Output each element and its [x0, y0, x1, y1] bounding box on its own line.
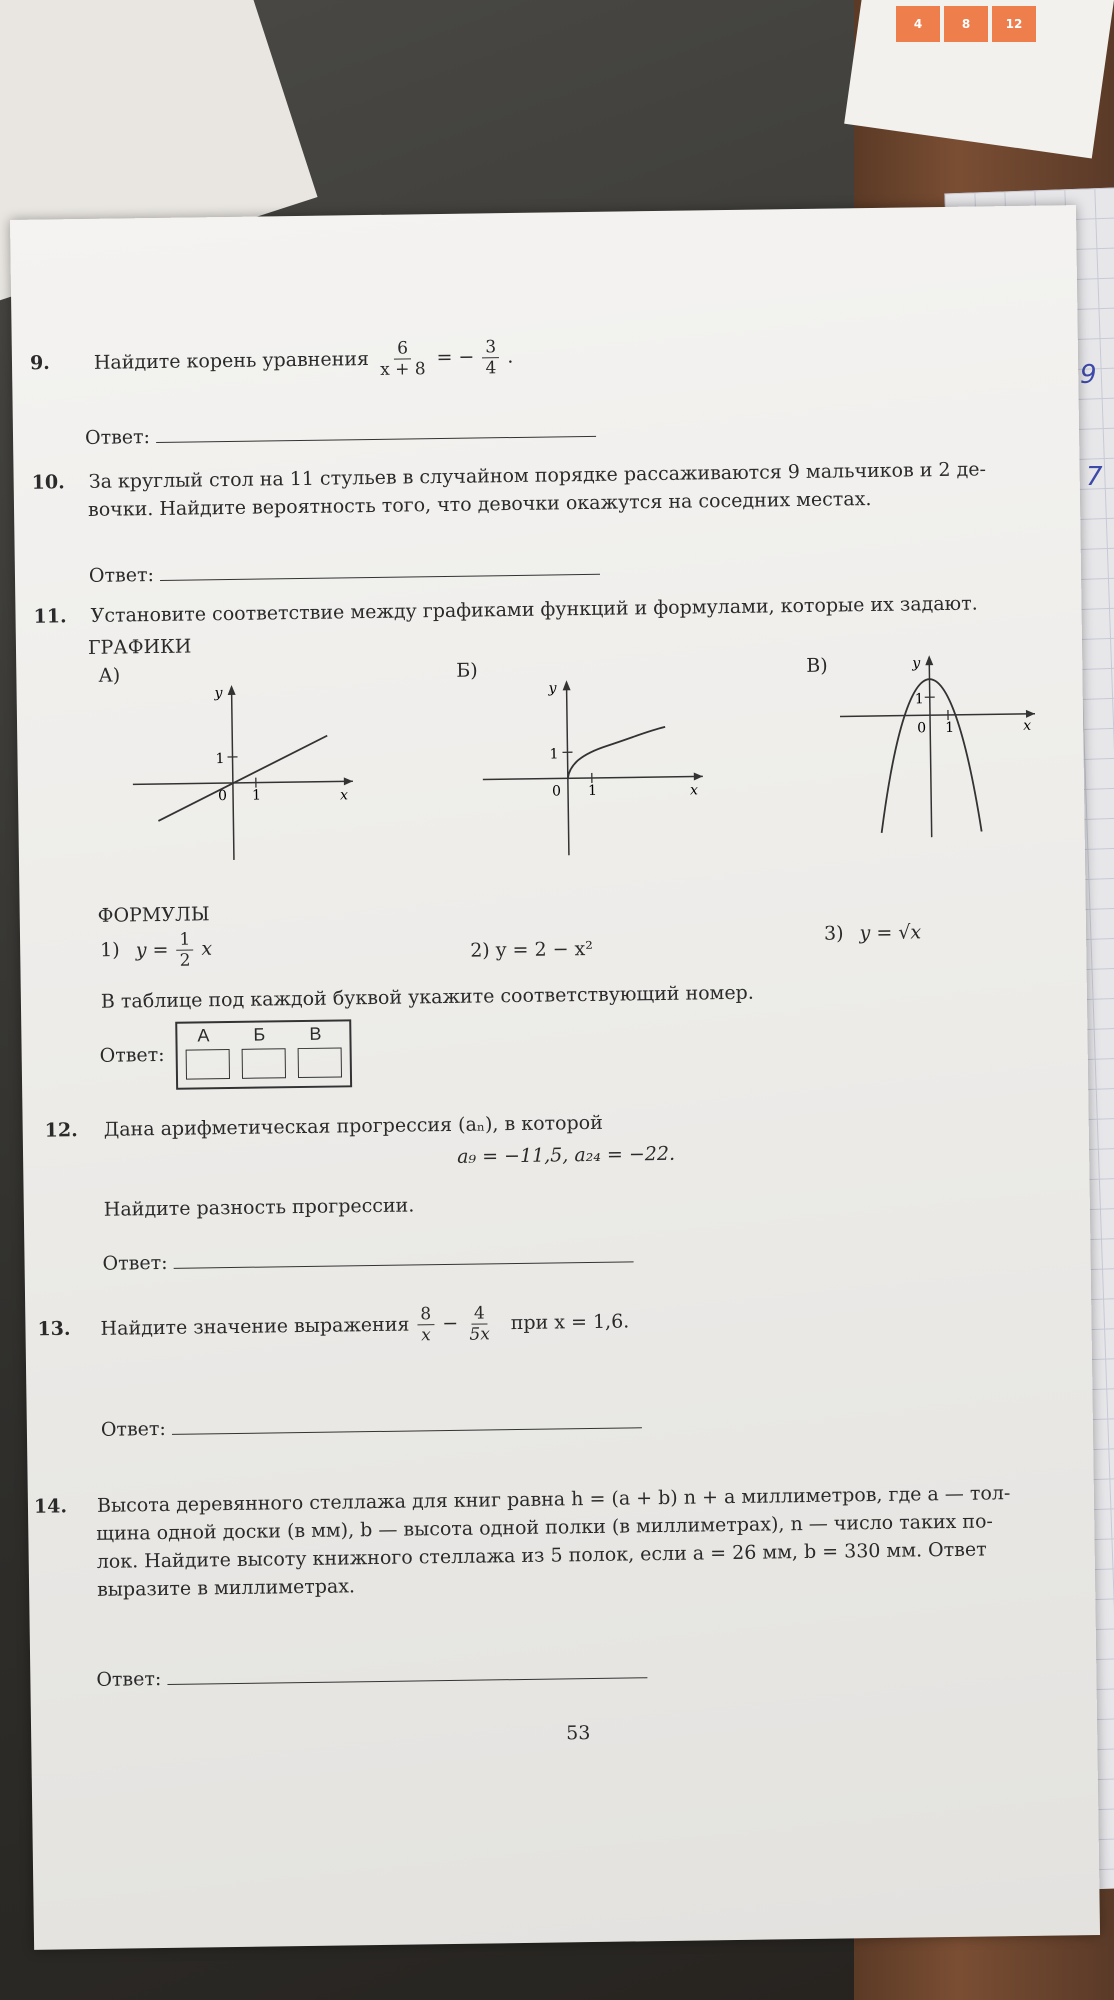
answer-label: Ответ:	[88, 564, 155, 587]
graphs-title: ГРАФИКИ	[87, 635, 192, 659]
answer-cell-v[interactable]	[298, 1047, 342, 1078]
fraction-denominator: x + 8	[380, 359, 426, 380]
answer-line[interactable]	[174, 1260, 634, 1268]
minus-sign: −	[442, 1312, 459, 1335]
question-number: 14.	[33, 1495, 68, 1518]
formula-2: 2) y = 2 − x²	[470, 937, 594, 962]
y-label: y	[214, 685, 223, 702]
question-tail: при x = 1,6.	[510, 1309, 630, 1334]
y-label: y	[548, 680, 557, 697]
formulas-title: ФОРМУЛЫ	[97, 903, 210, 927]
question-formula: a₉ = −11,5, a₂₄ = −22.	[456, 1142, 676, 1168]
fraction-numerator: 3	[482, 337, 499, 358]
fraction-numerator: 6	[394, 338, 411, 359]
exam-sheet	[10, 205, 1100, 1950]
tick-label-y: 1	[215, 751, 225, 768]
answer-table	[175, 1019, 352, 1089]
question-text-line2: вочки. Найдите вероятность того, что девочки окажутся на соседних местах.	[87, 488, 872, 521]
table-header-v: В	[309, 1023, 322, 1044]
x-label: x	[339, 787, 349, 804]
fraction-denominator: 4	[485, 358, 497, 379]
table-header-b: Б	[253, 1024, 266, 1045]
y-axis-arrow-icon	[228, 685, 236, 695]
answer-row-10	[89, 558, 600, 587]
table-instruction: В таблице под каждой буквой укажите соответствующий номер.	[100, 981, 754, 1013]
answer-line[interactable]	[167, 1676, 647, 1685]
question-9	[30, 337, 514, 385]
formula-radical: √x	[898, 921, 922, 944]
formula-1	[100, 929, 212, 972]
fraction-1	[417, 1304, 434, 1345]
formula-3	[824, 921, 921, 944]
question-number: 9.	[29, 351, 50, 375]
answer-row-12	[102, 1245, 633, 1274]
answer-label: Ответ:	[84, 426, 151, 449]
tick-label-y: 1	[914, 691, 924, 708]
answer-row-14	[96, 1661, 647, 1691]
question-text-line3: лок. Найдите высоту книжного стеллажа из 5 полок, если a = 26 мм, b = 330 мм. Ответ	[96, 1538, 987, 1573]
function-curve	[567, 727, 666, 778]
handwritten-mark-7: 7	[1086, 462, 1103, 492]
fraction-denominator: x	[421, 1325, 431, 1346]
question-text: Найдите значение выражения	[100, 1313, 410, 1340]
tick-label-x: 1	[945, 719, 955, 736]
question-11	[33, 593, 977, 628]
question-text-line3: Найдите разность прогрессии.	[103, 1194, 415, 1221]
formula-lhs: y =	[135, 938, 169, 961]
answer-line[interactable]	[172, 1426, 642, 1435]
graph-label-b: Б)	[456, 659, 478, 682]
graph-a	[126, 673, 359, 866]
x-axis	[133, 781, 353, 784]
period: .	[507, 345, 514, 368]
table-header-a: А	[197, 1025, 210, 1046]
x-axis	[840, 714, 1035, 717]
question-text-line2: щина одной доски (в мм), b — высота одной полки (в миллиметрах), n — число таких по-	[96, 1510, 994, 1545]
fraction-2	[466, 1303, 493, 1344]
fraction-denominator: 5x	[469, 1324, 490, 1345]
page-number: 53	[566, 1722, 591, 1745]
origin-label: 0	[217, 788, 228, 805]
fraction-numerator: 1	[176, 930, 193, 951]
answer-line[interactable]	[156, 435, 596, 443]
orange-sticker-2: 8	[944, 6, 988, 42]
x-label: x	[689, 782, 699, 799]
fraction-rhs	[482, 337, 499, 378]
y-axis	[567, 682, 569, 855]
x-axis-arrow-icon	[694, 772, 703, 780]
question-text-line1: Высота деревянного стеллажа для книг равна h = (a + b) n + a миллиметров, где a — тол-	[96, 1482, 1011, 1517]
equals-sign: = −	[436, 346, 475, 369]
answer-label: Ответ:	[99, 1043, 165, 1067]
fraction-denominator: 2	[179, 950, 191, 971]
function-line	[157, 736, 328, 821]
question-text-line1: Дана арифметическая прогрессия (aₙ), в которой	[103, 1111, 603, 1141]
y-axis	[929, 657, 932, 837]
question-text: Установите соответствие между графиками функций и формулами, которые их задают.	[90, 592, 978, 627]
formula-number: 1)	[100, 939, 120, 962]
orange-sticker-3: 12	[992, 6, 1036, 42]
formula-lhs: y =	[859, 921, 893, 945]
answer-line[interactable]	[160, 573, 600, 581]
y-axis-arrow-icon	[562, 680, 570, 690]
graph-label-a: А)	[98, 664, 121, 687]
y-axis	[232, 687, 234, 860]
question-number: 11.	[33, 605, 67, 628]
origin-label: 0	[551, 783, 562, 800]
fraction-numerator: 4	[471, 1303, 488, 1324]
y-label: y	[912, 655, 921, 672]
answer-label: Ответ:	[102, 1251, 168, 1275]
x-axis	[483, 776, 703, 779]
fraction-lhs	[377, 338, 429, 380]
formula-variable: x	[201, 937, 213, 960]
question-text-line1: За круглый стол на 11 стульев в случайном порядке рассаживаются 9 мальчиков и 2 де-	[88, 458, 987, 493]
answer-cell-a[interactable]	[186, 1049, 230, 1080]
answer-label: Ответ:	[100, 1417, 167, 1441]
answer-cell-b[interactable]	[242, 1048, 286, 1079]
question-text: Найдите корень уравнения	[93, 347, 370, 374]
question-number: 13.	[37, 1317, 71, 1341]
answer-row-9	[85, 420, 596, 449]
graph-v	[834, 646, 1047, 849]
question-text-line4: выразите в миллиметрах.	[96, 1575, 356, 1601]
orange-sticker-1: 4	[896, 6, 940, 42]
tick-label-x: 1	[251, 787, 262, 804]
x-axis-arrow-icon	[344, 777, 353, 785]
x-label: x	[1023, 717, 1032, 734]
question-number: 10.	[31, 471, 65, 494]
origin-label: 0	[917, 720, 927, 737]
formula-number: 3)	[823, 922, 844, 945]
answer-row-13	[101, 1411, 642, 1441]
tick-label-y: 1	[549, 746, 559, 763]
question-number: 12.	[44, 1119, 78, 1142]
handwritten-mark-9: 9	[1080, 360, 1097, 390]
x-axis-arrow-icon	[1026, 710, 1035, 718]
graph-label-v: В)	[806, 654, 828, 677]
answer-label: Ответ:	[96, 1668, 162, 1691]
question-12	[45, 1112, 603, 1142]
y-axis-arrow-icon	[925, 655, 933, 665]
formula-fraction	[176, 930, 193, 971]
question-13	[37, 1301, 629, 1350]
graph-b	[476, 668, 709, 861]
fraction-numerator: 8	[417, 1304, 434, 1325]
tick-label-x: 1	[587, 782, 598, 799]
